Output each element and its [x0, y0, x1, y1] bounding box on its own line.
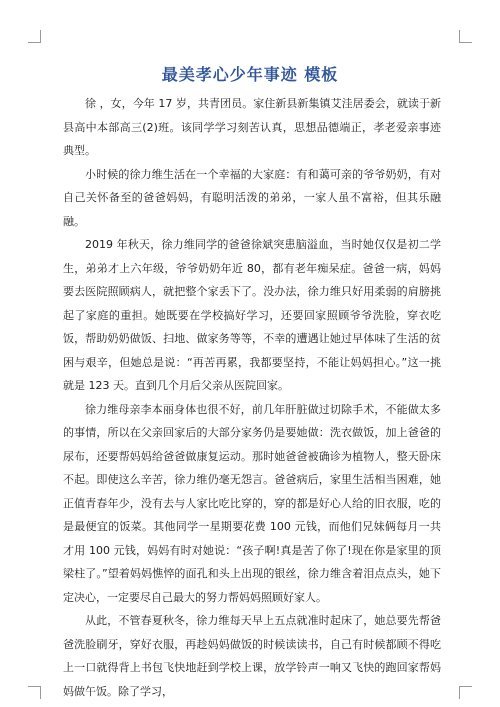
paragraph: 徐 ，女，今年 17 岁，共青团员。家住新县新集镇艾洼居委会，就读于新县高中本部高三(2)班。该同学学习刻苦认真，思想品德端正，孝老爱亲事迹典型。 — [63, 97, 441, 157]
paragraph: 2019 年秋天，徐力维同学的爸爸徐斌突患脑溢血，当时她仅仅是初二学生，弟弟才上六年级，爷爷奶奶年近 80，都有老年痴呆症。爸爸一病，妈妈要去医院照顾病人，就把整个家丢下了。没办法，徐力维只好用柔弱的肩膀挑起了家庭的重担。她既要在学校搞好学习，还要回家照顾爷爷洗脸，穿衣吃饭，帮助奶奶做饭、扫地、做家务等等，不幸的遭遇让她过早体味了生活的贫困与艰辛，但她总是说：“再苦再累，我都要坚持，不能让妈妈担心。”这一挑就是 123 天。直到几个月后父亲从医院回家。 — [63, 238, 441, 392]
paragraph: 小时候的徐力维生活在一个幸福的大家庭：有和蔼可亲的爷爷奶奶，有对自己关怀备至的爸爸妈妈，有聪明活泼的弟弟，一家人虽不富裕，但其乐融融。 — [63, 167, 441, 228]
page-corner-mark — [459, 686, 472, 699]
document-body — [63, 92, 441, 703]
page-corner-mark — [459, 30, 472, 43]
paragraph: 徐力维母亲李本丽身体也很不好，前几年肝脏做过切除手术，不能做太多的事情，所以在父亲回家后的大部分家务仍是要她做：洗衣做饭，加上爸爸的尿布，还要帮妈妈给爸爸做康复运动。那时她爸爸被确诊为植物人，整天卧床不起。即使这么辛苦，徐力维仍毫无怨言。爸爸病后，家里生活相当困难，她正值青春年少，没有去与人家比吃比穿的，穿的都是好心人给的旧衣服，吃的是最便宜的饭菜。其他同学一星期要花费 100 元钱，而他们兄妹俩每月一共才用 100 元钱，妈妈有时对她说：“孩子啊!真是苦了你了!现在你是家里的顶梁柱了。”望着妈妈憔悴的面孔和头上出现的银丝，徐力维含着泪点点头，她下定决心，一定要尽自己最大的努力帮妈妈照顾好家人。 — [63, 402, 441, 604]
page-corner-mark — [28, 686, 41, 699]
page-corner-mark — [28, 30, 41, 43]
document-title: 最美孝心少年事迹 模板 — [161, 65, 339, 84]
paragraph: 从此，不管春夏秋冬，徐力维每天早上五点就准时起床了，她总要先帮爸爸洗脸刷牙，穿好衣服，再趁妈妈做饭的时候读读书，自己有时候都顾不得吃上一口就得背上书包飞快地赶到学校上课，放学铃声一响又飞快的跑回家帮妈妈做午饭。除了学习， — [63, 614, 441, 698]
